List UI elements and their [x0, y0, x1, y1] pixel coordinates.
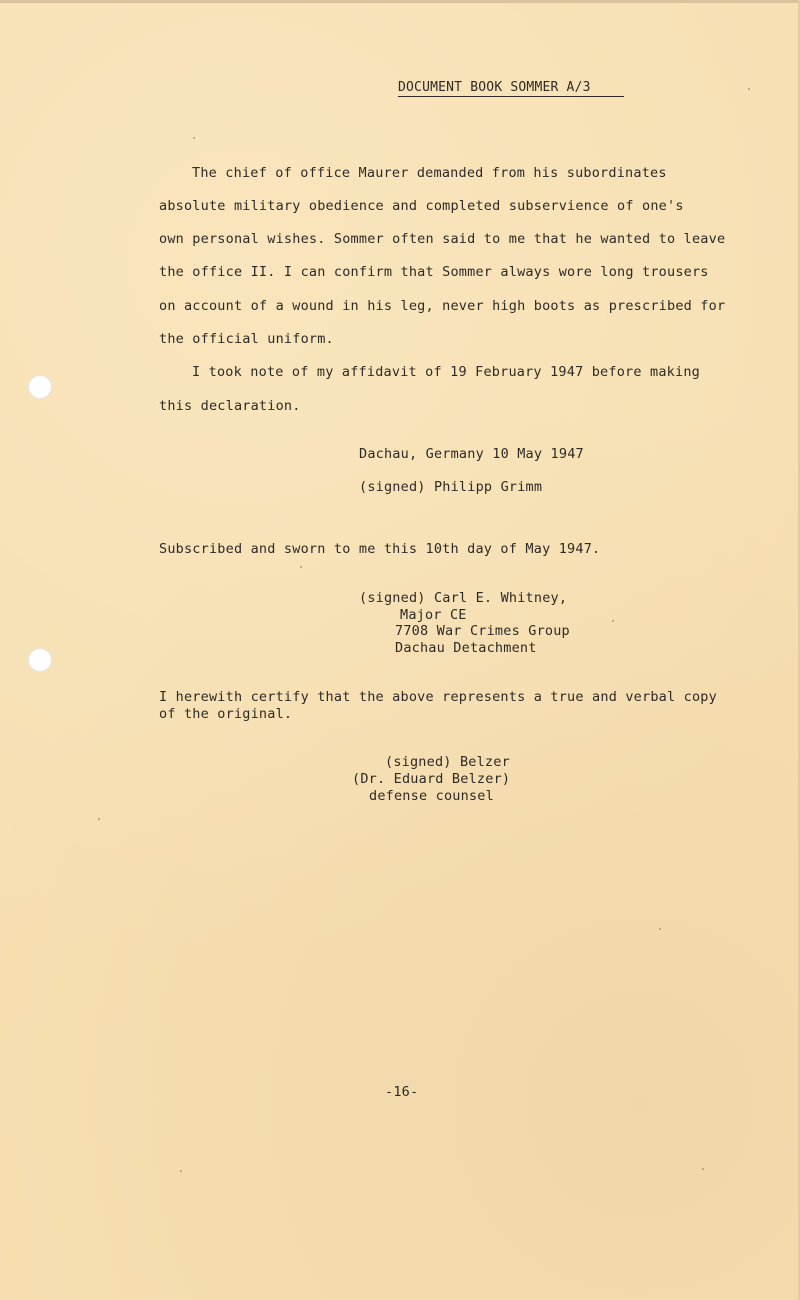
paragraph1-line-1: The chief of office Maurer demanded from his subordinates [192, 165, 667, 181]
paragraph2-line-1: I took note of my affidavit of 19 February 1947 before making [192, 364, 700, 380]
certification-line-1: I herewith certify that the above represents a true and verbal copy [159, 689, 717, 705]
oath-rank: Major CE [400, 607, 467, 623]
certification-role: defense counsel [369, 788, 494, 804]
oath-signature: (signed) Carl E. Whitney, [359, 590, 568, 606]
paragraph1-line-4: the office II. I can confirm that Sommer always wore long trousers [159, 264, 709, 280]
paper-speck [98, 818, 100, 820]
oath-detachment: Dachau Detachment [395, 640, 537, 656]
page-top-edge [0, 0, 800, 3]
paper-speck [193, 137, 195, 139]
paragraph1-line-2: absolute military obedience and completed subservience of one's [159, 198, 684, 214]
declaration-place-date: Dachau, Germany 10 May 1947 [359, 446, 584, 462]
paragraph1-line-3: own personal wishes. Sommer often said to me that he wanted to leave [159, 231, 726, 247]
certification-signature: (signed) Belzer [385, 754, 510, 770]
paper-speck [702, 1168, 704, 1170]
oath-unit: 7708 War Crimes Group [395, 623, 570, 639]
paper-speck [180, 1170, 182, 1172]
paragraph1-line-6: the official uniform. [159, 331, 334, 347]
punch-hole-lower [28, 648, 52, 672]
certification-line-2: of the original. [159, 706, 293, 722]
paper-speck [612, 620, 614, 622]
paper-speck [300, 566, 302, 568]
certification-name: (Dr. Eduard Belzer) [352, 771, 511, 787]
paragraph1-line-5: on account of a wound in his leg, never high boots as prescribed for [159, 298, 726, 314]
oath-text: Subscribed and sworn to me this 10th day of May 1947. [159, 541, 601, 557]
declaration-signature: (signed) Philipp Grimm [359, 479, 543, 495]
paper-speck [659, 928, 661, 930]
paragraph2-line-2: this declaration. [159, 398, 301, 414]
document-header: DOCUMENT BOOK SOMMER A/3 [398, 80, 624, 97]
paper-speck [748, 88, 750, 90]
punch-hole-upper [28, 375, 52, 399]
page-number: -16- [385, 1084, 419, 1100]
